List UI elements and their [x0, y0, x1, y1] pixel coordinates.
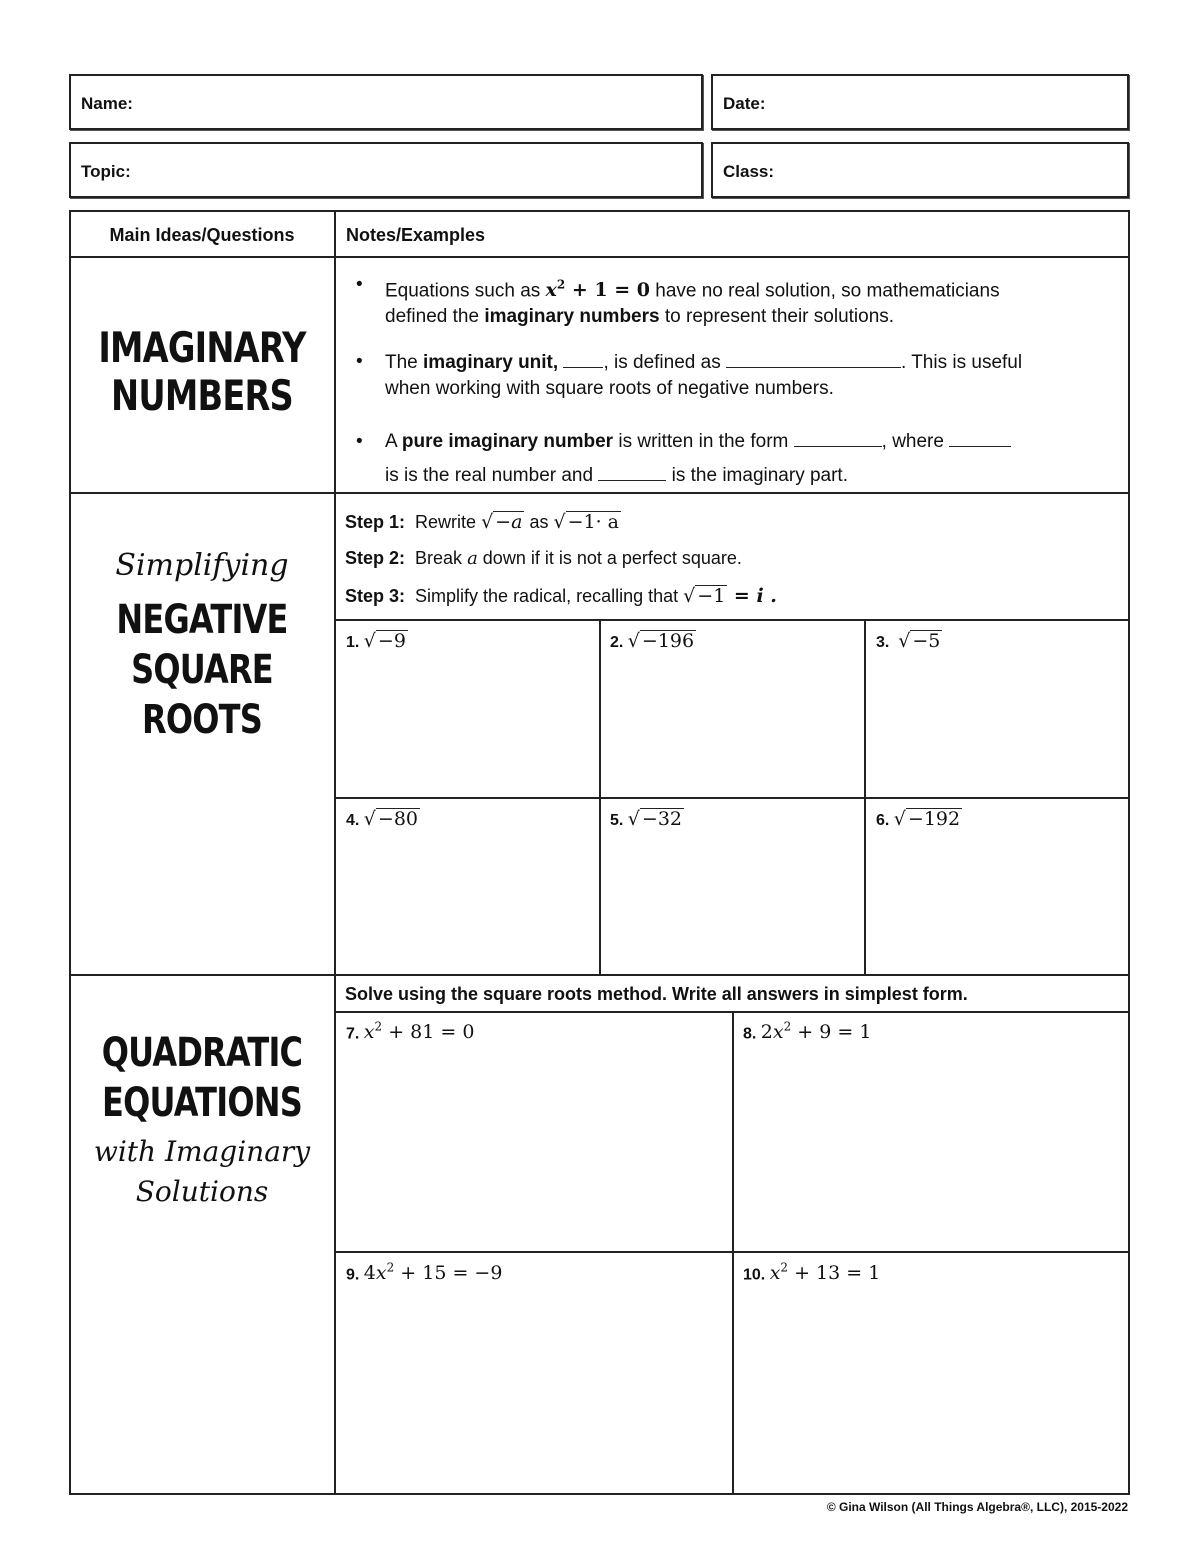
- problem-1: 1. √ −9: [346, 630, 406, 652]
- problem-7-work-area[interactable]: [337, 1050, 731, 1250]
- date-field[interactable]: [711, 74, 1129, 130]
- step-1: Step 1: Rewrite √ −a as √ −1· a: [345, 511, 619, 533]
- problem-1-work-area[interactable]: [337, 660, 599, 796]
- problem-9-work-area[interactable]: [337, 1291, 731, 1493]
- section3-title-line2: EQUATIONS: [102, 1080, 302, 1126]
- name-field[interactable]: [69, 74, 703, 130]
- section2-title-line2: SQUARE ROOTS: [131, 647, 273, 743]
- section2-title: [96, 595, 309, 745]
- problem-10: 10. $x^2 + 13 = 1$: [743, 1261, 881, 1285]
- topic-field[interactable]: [69, 142, 703, 198]
- topic-label: Topic:: [81, 162, 131, 181]
- problem-9: 9. $4x^2 + 15 = -9$: [346, 1261, 503, 1285]
- class-label: Class:: [723, 162, 775, 181]
- main-ideas-header: Main Ideas/Questions: [109, 225, 295, 245]
- problem-row-divider: [335, 797, 1130, 799]
- imaginary-part-blank[interactable]: [598, 462, 666, 481]
- problem-6: 6. √ −192: [876, 808, 961, 830]
- problem-6-work-area[interactable]: [867, 838, 1129, 973]
- imaginary-unit-definition-blank[interactable]: [726, 349, 901, 368]
- column-divider: [334, 210, 336, 1495]
- problem-5: 5. √ −32: [610, 808, 683, 830]
- section3-title-line1: QUADRATIC: [101, 1030, 303, 1076]
- section1-title-line1: IMAGINARY: [98, 323, 306, 372]
- date-label: Date:: [723, 94, 766, 113]
- copyright-notice: © Gina Wilson (All Things Algebra®, LLC), 2015-2022: [826, 1500, 1128, 1514]
- section2-title-line1: NEGATIVE: [116, 597, 288, 643]
- problem-col-divider-1: [599, 619, 601, 975]
- bullet-pure-imaginary: • A pure imaginary number is written in the form , where is is the real number and is the imaginary part.: [356, 425, 1116, 493]
- header-row-divider: [69, 256, 1130, 258]
- problem-2-work-area[interactable]: [602, 660, 864, 796]
- name-label: Name:: [81, 94, 133, 113]
- section1-title: [96, 324, 309, 420]
- problem-8: 8. $2x^2 + 9 = 1$: [743, 1020, 872, 1044]
- problem-2: 2. √ −196: [610, 630, 695, 652]
- imaginary-unit-blank[interactable]: [563, 349, 603, 368]
- problem-7: 7. $x^2 + 81 = 0$: [346, 1020, 475, 1044]
- problem-3: 3. √ −5: [876, 630, 941, 652]
- problem-4: 4. √ −80: [346, 808, 419, 830]
- problem-10-work-area[interactable]: [735, 1291, 1129, 1493]
- bullet-imaginary-unit: • The imaginary unit, , is defined as . This is useful when working with square roots of negative numbers.: [356, 351, 1023, 399]
- section3-title: [96, 1028, 309, 1128]
- steps-divider: [335, 619, 1130, 621]
- notes-examples-header: Notes/Examples: [346, 225, 486, 245]
- section3-script-line1: with Imaginary: [93, 1135, 311, 1168]
- problem-3-work-area[interactable]: [867, 660, 1129, 796]
- class-field[interactable]: [711, 142, 1129, 198]
- section1-title-line2: NUMBERS: [111, 371, 293, 420]
- section2-script-title: Simplifying: [115, 548, 289, 583]
- step-2: Step 2: Break a down if it is not a perfect square.: [345, 548, 742, 569]
- quadratic-col-divider: [732, 1011, 734, 1494]
- step-3: Step 3: Simplify the radical, recalling that √ −1 = i .: [345, 585, 777, 607]
- problem-col-divider-2: [864, 619, 866, 975]
- real-part-blank[interactable]: [949, 428, 1011, 447]
- section3-script-line2: Solutions: [135, 1175, 269, 1208]
- problem-5-work-area[interactable]: [602, 838, 864, 973]
- form-blank[interactable]: [794, 428, 882, 447]
- bullet-imaginary-numbers: • Equations such as $x^2 + 1 = 0$ have no real solution, so mathematicians defined the imaginary numbers to represent their solutions.: [356, 274, 1000, 328]
- quadratic-instruction: Solve using the square roots method. Write all answers in simplest form.: [345, 984, 968, 1004]
- section3-script-title: [69, 1132, 335, 1212]
- problem-4-work-area[interactable]: [337, 838, 599, 973]
- problem-8-work-area[interactable]: [735, 1050, 1129, 1250]
